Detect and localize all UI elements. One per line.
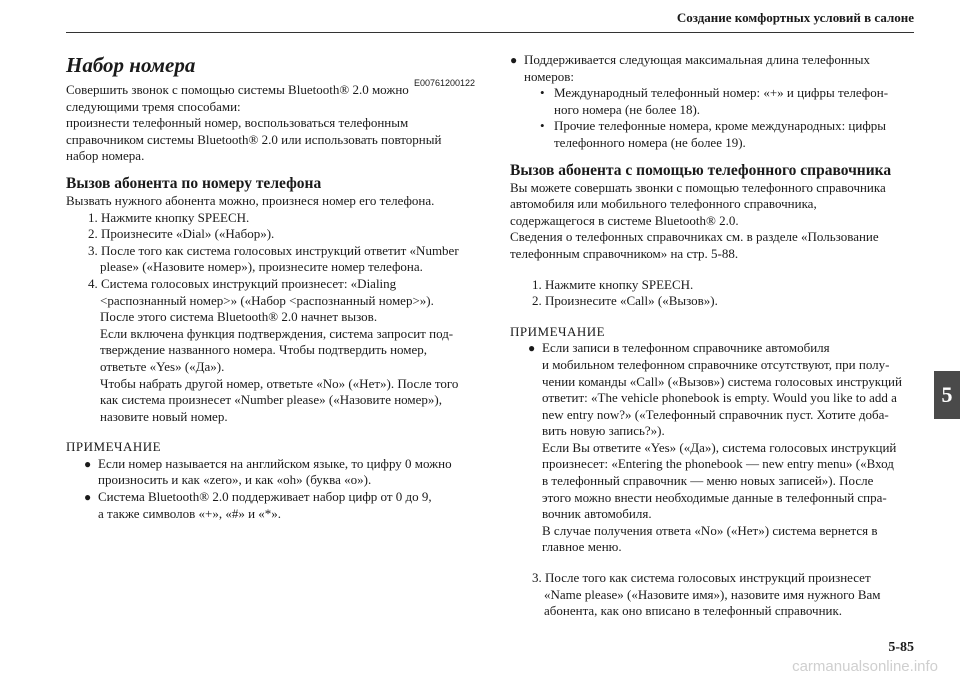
- note-line: вить новую запись?»).: [542, 423, 665, 439]
- note-line: В случае получения ответа «No» («Нет») система вернется в: [542, 522, 878, 538]
- note-line: вочник автомобиля.: [542, 506, 652, 522]
- bullet-icon: ●: [84, 490, 92, 505]
- note-bullet: ● Система Bluetooth® 2.0 поддерживает набор цифр от 0 до 9,: [84, 489, 432, 505]
- note-line: чении команды «Call» («Вызов») система голосовых инструкций: [542, 373, 902, 389]
- step-continuation: назовите новый номер.: [100, 408, 228, 424]
- step-continuation: ответьте «Yes» («Да»).: [100, 358, 225, 374]
- note-line: и мобильном телефонном справочнике отсутствуют, при полу-: [542, 356, 890, 372]
- step-continuation: После этого система Bluetooth® 2.0 начнет вызов.: [100, 309, 378, 325]
- note-line: в телефонный справочник — меню новых записей»). После: [542, 473, 874, 489]
- step-item: 1. Нажмите кнопку SPEECH.: [532, 276, 694, 292]
- right-column: [510, 52, 914, 620]
- subsection-intro: Вызвать нужного абонента можно, произнеся номер его телефона.: [66, 192, 435, 208]
- step-item: 2. Произнесите «Dial» («Набор»).: [88, 226, 275, 242]
- intro-line: набор номера.: [66, 148, 145, 164]
- intro-line: телефонным справочником» на стр. 5-88.: [510, 245, 739, 261]
- note-line: произнесет: «Entering the phonebook — new entry menu» («Вход: [542, 456, 894, 472]
- intro-line: содержащегося в системе Bluetooth® 2.0.: [510, 212, 739, 228]
- step-continuation: Если включена функция подтверждения, система запросит под-: [100, 325, 454, 341]
- note-bullet-cont: произносить и как «zero», и как «oh» (буква «o»).: [98, 472, 372, 488]
- dash-marker: •: [540, 118, 545, 134]
- note-bullet: ● Если номер называется на английском языке, то цифру 0 можно: [84, 455, 452, 471]
- intro-line: справочником системы Bluetooth® 2.0 или использовать повторный: [66, 131, 442, 147]
- page-header-title: Создание комфортных условий в салоне: [676, 10, 914, 25]
- bullet-icon: ●: [84, 456, 92, 471]
- step-continuation: как система произнесет «Number please» («Назовите номер»),: [100, 392, 442, 408]
- step-item: 3. После того как система голосовых инструкций произнесет: [532, 570, 871, 586]
- dash-marker: •: [540, 85, 545, 101]
- section-code: E00761200122: [414, 78, 476, 88]
- watermark: carmanualsonline.info: [792, 658, 938, 675]
- left-column: [66, 52, 480, 522]
- note-line: главное меню.: [542, 539, 622, 555]
- step-item: 4. Система голосовых инструкций произнесет: «Dialing: [88, 275, 397, 291]
- intro-line: произнести телефонный номер, воспользоваться телефонным: [66, 115, 409, 131]
- step-item: 2. Произнесите «Call» («Вызов»).: [532, 293, 718, 309]
- step-item: 1. Нажмите кнопку SPEECH.: [88, 209, 250, 225]
- bullet-icon: ●: [528, 341, 536, 356]
- note-bullet-cont: а также символов «+», «#» и «*».: [98, 505, 282, 521]
- intro-line: Вы можете совершать звонки с помощью телефонного справочника: [510, 179, 886, 195]
- step-continuation: «Name please» («Назовите имя»), назовите имя нужного Вам: [544, 586, 881, 602]
- note-label: ПРИМЕЧАНИЕ: [66, 439, 162, 455]
- intro-line: Совершить звонок с помощью системы Bluetooth® 2.0 можно: [66, 82, 409, 97]
- dash-item-cont: телефонного номера (не более 19).: [554, 134, 746, 150]
- max-length-bullet: ● Поддерживается следующая максимальная длина телефонных: [510, 52, 870, 67]
- chapter-tab: 5: [934, 371, 960, 419]
- note-line: этого можно внести необходимые данные в телефонный спра-: [542, 489, 887, 505]
- max-length-bullet-cont: номеров:: [524, 68, 574, 84]
- note-line: Если Вы ответите «Yes» («Да»), система голосовых инструкций: [542, 439, 897, 455]
- intro-line: Сведения о телефонных справочниках см. в разделе «Пользование: [510, 229, 879, 245]
- note-line: ответит: «The vehicle phonebook is empty. Would you like to add a: [542, 390, 897, 406]
- dash-item: • Международный телефонный номер: «+» и цифры телефон-: [540, 85, 889, 101]
- step-continuation: Чтобы набрать другой номер, ответьте «No» («Нет»). После того: [100, 375, 459, 391]
- dash-item-cont: ного номера (не более 18).: [554, 101, 701, 117]
- intro-line: следующими тремя способами:: [66, 98, 241, 114]
- subsection-heading: Вызов абонента с помощью телефонного справочника: [510, 161, 892, 179]
- header-rule: [66, 32, 914, 33]
- note-label: ПРИМЕЧАНИЕ: [510, 323, 606, 339]
- step-continuation: please» («Назовите номер»), произнесите номер телефона.: [100, 259, 423, 275]
- note-bullet: ● Если записи в телефонном справочнике автомобиля: [528, 340, 830, 356]
- step-continuation: абонента, как оно вписано в телефонный справочник.: [544, 603, 843, 619]
- step-item: 3. После того как система голосовых инструкций ответит «Number: [88, 242, 459, 258]
- step-continuation: <распознанный номер>» («Набор <распознанный номер>»).: [100, 292, 434, 308]
- section-heading: Набор номера: [66, 53, 196, 77]
- page-number: 5-85: [888, 640, 914, 655]
- dash-item: • Прочие телефонные номера, кроме международных: цифры: [540, 118, 887, 134]
- note-line: new entry now?» («Телефонный справочник пуст. Хотите доба-: [542, 406, 889, 422]
- step-continuation: тверждение названного номера. Чтобы подтвердить номер,: [100, 342, 428, 358]
- bullet-icon: ●: [510, 53, 518, 67]
- subsection-heading: Вызов абонента по номеру телефона: [66, 174, 322, 192]
- intro-line: автомобиля или мобильного телефонного справочника,: [510, 196, 817, 212]
